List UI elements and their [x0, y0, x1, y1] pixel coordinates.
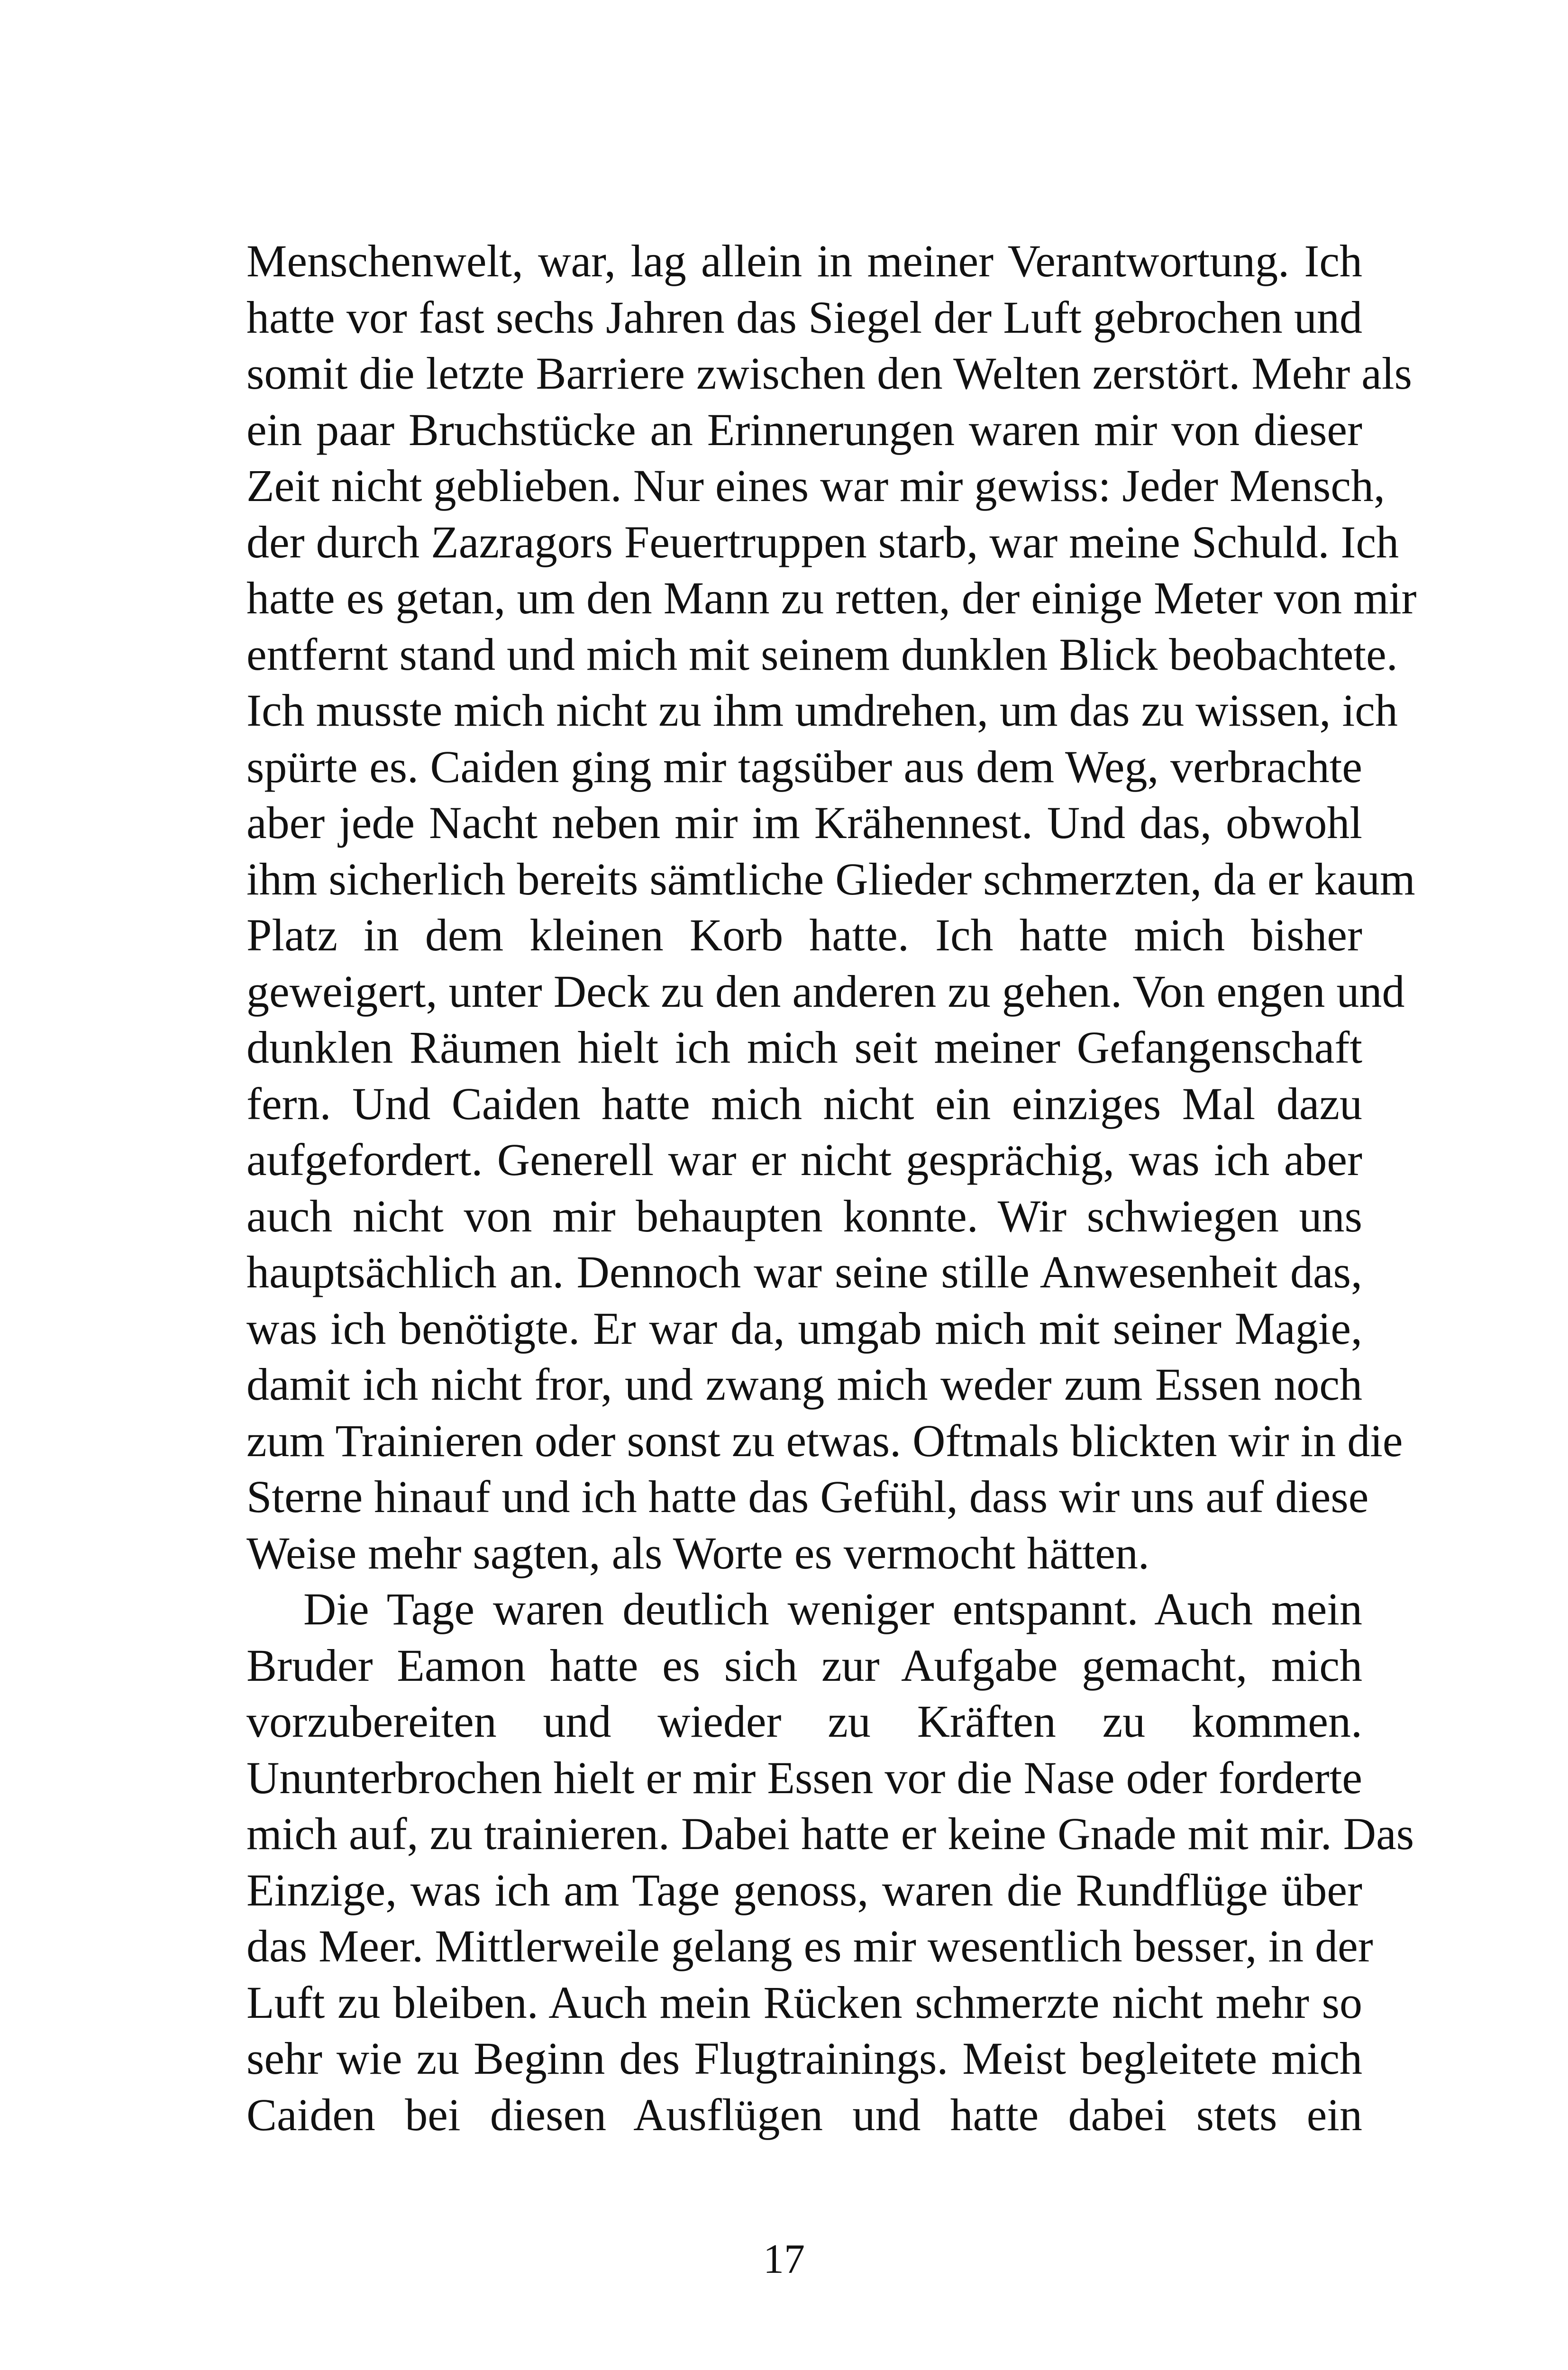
text-line: Sterne hinauf und ich hatte das Gefühl, dass wir uns auf diese — [246, 1471, 1369, 1522]
text-line: vorzubereiten und wieder zu Kräften zu kommen. — [246, 1696, 1362, 1747]
text-line: Bruder Eamon hatte es sich zur Aufgabe gemacht, mich — [246, 1640, 1362, 1691]
body-text — [246, 233, 1417, 2143]
text-line: geweigert, unter Deck zu den anderen zu gehen. Von engen und — [246, 966, 1405, 1017]
text-line: das Meer. Mittlerweile gelang es mir wesentlich besser, in der — [246, 1921, 1373, 1971]
text-line: Menschenwelt, war, lag allein in meiner Verantwortung. Ich — [246, 236, 1362, 286]
page-number: 17 — [763, 2236, 805, 2282]
text-line: Platz in dem kleinen Korb hatte. Ich hatte mich bisher — [246, 910, 1362, 960]
text-line: auch nicht von mir behaupten konnte. Wir schwiegen uns — [246, 1190, 1362, 1241]
text-line: mich auf, zu trainieren. Dabei hatte er keine Gnade mit mir. Das — [246, 1808, 1414, 1859]
text-line: hatte vor fast sechs Jahren das Siegel der Luft gebrochen und — [246, 292, 1362, 343]
text-line: damit ich nicht fror, und zwang mich weder zum Essen noch — [246, 1359, 1362, 1410]
text-line: entfernt stand und mich mit seinem dunklen Blick beobachtete. — [246, 629, 1398, 680]
text-line: Luft zu bleiben. Auch mein Rücken schmerzte nicht mehr so — [246, 1977, 1362, 2028]
text-line: Weise mehr sagten, als Worte es vermocht hätten. — [246, 1527, 1149, 1578]
text-line: spürte es. Caiden ging mir tagsüber aus dem Weg, verbrachte — [246, 741, 1362, 792]
text-line: Die Tage waren deutlich weniger entspannt. Auch mein — [303, 1584, 1362, 1634]
text-line: somit die letzte Barriere zwischen den Welten zerstört. Mehr als — [246, 348, 1412, 399]
text-line: zum Trainieren oder sonst zu etwas. Oftmals blickten wir in die — [246, 1415, 1403, 1466]
text-line: aber jede Nacht neben mir im Krähennest. Und das, obwohl — [246, 797, 1362, 848]
text-line: Einzige, was ich am Tage genoss, waren die Rundflüge über — [246, 1864, 1362, 1915]
text-line: Zeit nicht geblieben. Nur eines war mir gewiss: Jeder Mensch, — [246, 460, 1385, 511]
text-line: hauptsächlich an. Dennoch war seine stille Anwesenheit das, — [246, 1247, 1362, 1297]
paragraph — [246, 233, 1417, 1581]
text-line: aufgefordert. Generell war er nicht gesprächig, was ich aber — [246, 1134, 1362, 1185]
text-line: hatte es getan, um den Mann zu retten, der einige Meter von mir — [246, 573, 1417, 623]
text-line: der durch Zazragors Feuertruppen starb, war meine Schuld. Ich — [246, 516, 1399, 567]
text-line: sehr wie zu Beginn des Flugtrainings. Meist begleitete mich — [246, 2033, 1362, 2084]
text-line: ein paar Bruchstücke an Erinnerungen waren mir von dieser — [246, 404, 1362, 455]
text-line: Ich musste mich nicht zu ihm umdrehen, um das zu wissen, ich — [246, 685, 1398, 736]
text-line: dunklen Räumen hielt ich mich seit meiner Gefangenschaft — [246, 1022, 1362, 1073]
text-line: Ununterbrochen hielt er mir Essen vor die Nase oder forderte — [246, 1752, 1362, 1803]
text-line: ihm sicherlich bereits sämtliche Glieder schmerzten, da er kaum — [246, 853, 1415, 904]
text-line: Caiden bei diesen Ausflügen und hatte dabei stets ein — [246, 2089, 1362, 2140]
text-line: fern. Und Caiden hatte mich nicht ein einziges Mal dazu — [246, 1078, 1362, 1129]
text-line: was ich benötigte. Er war da, umgab mich mit seiner Magie, — [246, 1303, 1362, 1354]
paragraph — [246, 1581, 1414, 2143]
